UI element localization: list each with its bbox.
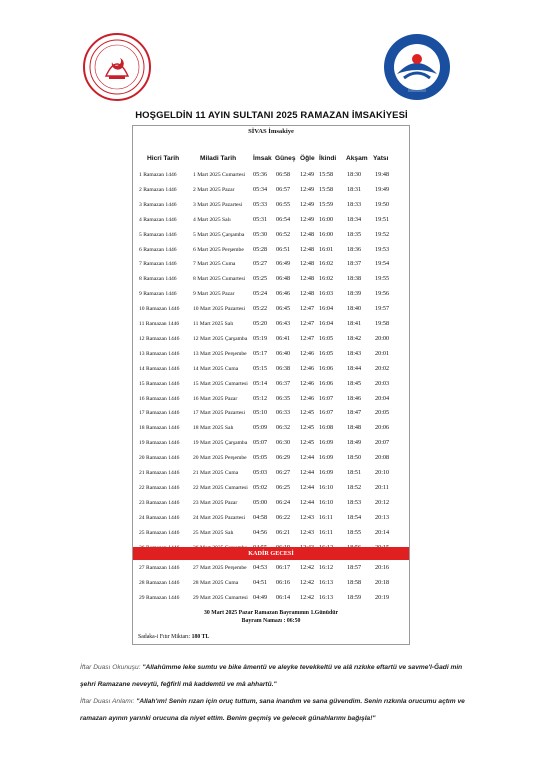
cell-aksam: 18:33 <box>347 200 362 208</box>
cell-imsak: 05:15 <box>253 364 268 372</box>
header-miladi: Miladi Tarih <box>200 155 237 162</box>
cell-yatsi: 19:51 <box>375 215 390 223</box>
table-row <box>133 244 409 256</box>
cell-ikindi: 16:09 <box>319 454 334 462</box>
bayram-line-2: Bayram Namazı : 06:50 <box>241 618 301 624</box>
cell-yatsi: 19:56 <box>375 290 390 298</box>
header-yatsi: Yatsı <box>373 155 389 162</box>
cell-gunes: 06:54 <box>276 215 291 223</box>
cell-aksam: 18:54 <box>347 513 362 521</box>
iftar-prayer <box>80 659 470 693</box>
cell-imsak: 05:36 <box>253 171 268 178</box>
cell-imsak: 04:51 <box>253 578 268 586</box>
cell-miladi: 10 Mart 2025 Pazartesi <box>193 306 246 313</box>
cell-hicri: 3 Ramazan 1446 <box>139 201 177 208</box>
cell-imsak: 05:07 <box>253 439 268 447</box>
cell-ogle: 12:46 <box>300 364 315 372</box>
header-hicri: Hicri Tarih <box>147 155 180 162</box>
cell-aksam: 18:50 <box>347 454 362 462</box>
cell-aksam: 18:31 <box>347 185 362 193</box>
table-row <box>133 378 409 390</box>
iftar-meaning-text: "Allah'ım! Senin rızan için oruç tuttum, sana inandım ve sana güvendim. Senin rızkınla orucumu açtım ve ramazan ayının yarınki orucuna da niyet ettim. Benim geçmiş ve gelecek günahlarımı bağışla!" <box>80 698 465 722</box>
cell-aksam: 18:46 <box>347 394 362 402</box>
cell-ikindi: 15:59 <box>319 200 334 208</box>
header-gunes: Güneş <box>275 155 296 162</box>
table-row <box>133 437 409 449</box>
cell-imsak: 05:09 <box>253 424 268 432</box>
cell-yatsi: 19:50 <box>375 200 390 208</box>
cell-miladi: 15 Mart 2025 Cumartesi <box>193 380 248 387</box>
cell-ikindi: 16:13 <box>319 593 334 601</box>
cell-ogle: 12:44 <box>300 454 315 462</box>
cell-imsak: 05:24 <box>253 290 268 298</box>
cell-miladi: 2 Mart 2025 Pazar <box>193 186 235 193</box>
cell-yatsi: 20:07 <box>375 439 390 447</box>
cell-ikindi: 16:06 <box>319 364 334 372</box>
cell-gunes: 06:25 <box>276 483 291 491</box>
cell-gunes: 06:46 <box>276 290 291 298</box>
table-row <box>133 467 409 479</box>
cell-ogle: 12:47 <box>300 334 315 342</box>
cell-hicri: 15 Ramazan 1446 <box>139 380 180 387</box>
cell-gunes: 06:49 <box>276 260 291 268</box>
cell-aksam: 18:51 <box>347 469 362 476</box>
cell-ogle: 12:42 <box>300 578 315 586</box>
cell-ikindi: 16:05 <box>319 334 334 342</box>
cell-ogle: 12:49 <box>300 200 315 208</box>
cell-hicri: 22 Ramazan 1446 <box>139 484 180 491</box>
cell-gunes: 06:33 <box>276 409 291 417</box>
cell-aksam: 18:58 <box>347 578 362 586</box>
cell-ikindi: 16:06 <box>319 379 334 387</box>
cell-miladi: 27 Mart 2025 Perşembe <box>193 565 247 571</box>
table-row <box>133 452 409 464</box>
cell-gunes: 06:27 <box>276 469 291 476</box>
cell-yatsi: 20:10 <box>375 469 390 476</box>
cell-ikindi: 16:01 <box>319 245 334 253</box>
cell-yatsi: 19:49 <box>375 185 390 193</box>
cell-miladi: 16 Mart 2025 Pazar <box>193 395 238 402</box>
cell-yatsi: 20:00 <box>375 334 390 342</box>
cell-ogle: 12:44 <box>300 469 315 476</box>
table-row <box>133 318 409 330</box>
cell-hicri: 6 Ramazan 1446 <box>139 246 177 253</box>
cell-aksam: 18:52 <box>347 483 362 491</box>
cell-aksam: 18:40 <box>347 305 362 313</box>
cell-gunes: 06:40 <box>276 349 291 357</box>
table-row <box>133 562 409 574</box>
cell-miladi: 20 Mart 2025 Perşembe <box>193 455 247 462</box>
table-row <box>133 229 409 241</box>
cell-ikindi: 16:05 <box>319 349 334 357</box>
cell-ogle: 12:44 <box>300 498 315 506</box>
cell-ikindi: 16:10 <box>319 483 334 491</box>
cell-imsak: 05:34 <box>253 185 268 193</box>
cell-ikindi: 16:07 <box>319 394 334 402</box>
cell-aksam: 18:48 <box>347 424 362 432</box>
cell-hicri: 5 Ramazan 1446 <box>139 231 177 238</box>
cell-ikindi: 16:04 <box>319 305 334 313</box>
sadaka-label: Sadaka-i Fıtır Miktarı: <box>138 634 191 640</box>
cell-hicri: 14 Ramazan 1446 <box>139 365 180 372</box>
cell-gunes: 06:21 <box>276 528 291 536</box>
cell-yatsi: 19:54 <box>375 260 390 268</box>
cell-hicri: 20 Ramazan 1446 <box>139 455 180 462</box>
cell-ikindi: 16:12 <box>319 564 334 571</box>
cell-aksam: 18:37 <box>347 260 362 268</box>
cell-aksam: 18:49 <box>347 439 362 447</box>
cell-imsak: 05:33 <box>253 200 268 208</box>
cell-hicri: 25 Ramazan 1446 <box>139 529 180 536</box>
header-aksam: Akşam <box>346 155 368 162</box>
cell-yatsi: 20:18 <box>375 578 390 586</box>
cell-gunes: 06:43 <box>276 320 291 327</box>
table-row <box>133 303 409 315</box>
cell-gunes: 06:24 <box>276 498 291 506</box>
table-row <box>133 273 409 285</box>
cell-ikindi: 16:02 <box>319 260 334 268</box>
cell-imsak: 05:10 <box>253 409 268 417</box>
cell-ikindi: 16:07 <box>319 409 334 417</box>
cell-hicri: 1 Ramazan 1446 <box>139 172 177 178</box>
cell-ogle: 12:48 <box>300 230 315 238</box>
page-title: HOŞGELDİN 11 AYIN SULTANI 2025 RAMAZAN İMSAKİYESİ <box>135 110 408 121</box>
cell-miladi: 17 Mart 2025 Pazartesi <box>193 410 246 417</box>
bayram-note <box>133 609 409 625</box>
table-subtitle: SİVAS İmsakiye <box>248 128 294 135</box>
iftar-prayers <box>80 659 470 727</box>
cell-ikindi: 16:09 <box>319 469 334 476</box>
cell-aksam: 18:43 <box>347 349 362 357</box>
cell-aksam: 18:30 <box>347 171 362 178</box>
table-row <box>133 407 409 419</box>
cell-aksam: 18:35 <box>347 230 362 238</box>
cell-imsak: 04:53 <box>253 564 268 571</box>
cell-miladi: 6 Mart 2025 Perşembe <box>193 246 244 253</box>
cell-miladi: 11 Mart 2025 Salı <box>193 321 234 327</box>
table-header <box>133 155 409 165</box>
cell-hicri: 29 Ramazan 1446 <box>139 594 180 601</box>
iftar-meaning <box>80 693 470 727</box>
table-row <box>133 592 409 604</box>
cell-imsak: 04:56 <box>253 528 268 536</box>
cell-miladi: 14 Mart 2025 Cuma <box>193 365 239 372</box>
cell-yatsi: 20:03 <box>375 379 390 387</box>
cell-yatsi: 19:48 <box>375 171 390 178</box>
cell-miladi: 8 Mart 2025 Cumartesi <box>193 276 246 283</box>
cell-ikindi: 16:00 <box>319 215 334 223</box>
cell-yatsi: 20:13 <box>375 513 390 521</box>
cell-aksam: 18:41 <box>347 320 362 327</box>
cell-ogle: 12:42 <box>300 593 315 601</box>
cell-ikindi: 16:13 <box>319 578 334 586</box>
bayram-line-1: 30 Mart 2025 Pazar Ramazan Bayramının 1.Günüdür <box>203 610 339 616</box>
cell-aksam: 18:39 <box>347 290 362 298</box>
cell-hicri: 23 Ramazan 1446 <box>139 499 180 506</box>
cell-yatsi: 20:01 <box>375 349 390 357</box>
table-row <box>133 184 409 196</box>
cell-yatsi: 20:16 <box>375 564 390 571</box>
cell-imsak: 05:20 <box>253 320 268 327</box>
cell-aksam: 18:47 <box>347 409 362 417</box>
cell-gunes: 06:29 <box>276 454 291 462</box>
cell-ogle: 12:48 <box>300 275 315 283</box>
cell-aksam: 18:36 <box>347 245 362 253</box>
table-row <box>133 527 409 539</box>
cell-ikindi: 16:10 <box>319 498 334 506</box>
cell-ogle: 12:46 <box>300 394 315 402</box>
kadir-gecesi-banner: KADİR GECESİ <box>133 547 409 560</box>
table-row <box>133 333 409 345</box>
cell-hicri: 24 Ramazan 1446 <box>139 514 180 521</box>
cell-gunes: 06:41 <box>276 334 291 342</box>
cell-imsak: 04:49 <box>253 593 268 601</box>
cell-aksam: 18:34 <box>347 215 362 223</box>
cell-hicri: 8 Ramazan 1446 <box>139 276 177 283</box>
cell-ikindi: 16:00 <box>319 230 334 238</box>
cell-aksam: 18:45 <box>347 379 362 387</box>
cell-imsak: 05:30 <box>253 230 268 238</box>
table-row <box>133 482 409 494</box>
cell-hicri: 16 Ramazan 1446 <box>139 395 180 402</box>
cell-ogle: 12:43 <box>300 528 315 536</box>
cell-yatsi: 20:05 <box>375 409 390 417</box>
cell-aksam: 18:57 <box>347 564 362 571</box>
cell-miladi: 24 Mart 2025 Pazartesi <box>193 514 246 521</box>
cell-imsak: 05:17 <box>253 349 268 357</box>
cell-yatsi: 19:55 <box>375 275 390 283</box>
cell-ikindi: 16:03 <box>319 290 334 298</box>
header-ikindi: İkindi <box>319 155 337 162</box>
cell-yatsi: 20:04 <box>375 394 390 402</box>
cell-ikindi: 16:08 <box>319 424 334 432</box>
cell-ogle: 12:48 <box>300 245 315 253</box>
table-row <box>133 214 409 226</box>
table-row <box>133 258 409 270</box>
meb-emblem-icon <box>82 32 152 102</box>
cell-miladi: 13 Mart 2025 Perşembe <box>193 350 247 357</box>
table-row <box>133 363 409 375</box>
cell-imsak: 05:03 <box>253 469 268 476</box>
cell-miladi: 4 Mart 2025 Salı <box>193 216 231 223</box>
cell-aksam: 18:44 <box>347 364 362 372</box>
cell-miladi: 23 Mart 2025 Pazar <box>193 499 238 506</box>
cell-miladi: 1 Mart 2025 Cumartesi <box>193 172 246 178</box>
cell-aksam: 18:38 <box>347 275 362 283</box>
cell-imsak: 05:22 <box>253 305 268 313</box>
cell-ogle: 12:49 <box>300 185 315 193</box>
cell-miladi: 9 Mart 2025 Pazar <box>193 291 235 298</box>
table-row <box>133 348 409 360</box>
cell-imsak: 05:05 <box>253 454 268 462</box>
cell-gunes: 06:22 <box>276 513 291 521</box>
table-row <box>133 422 409 434</box>
school-emblem-icon <box>382 32 452 102</box>
table-row <box>133 577 409 589</box>
cell-imsak: 05:00 <box>253 498 268 506</box>
cell-ogle: 12:44 <box>300 483 315 491</box>
iftar-prayer-label: İftar Duası Okunuşu: <box>80 664 141 671</box>
cell-gunes: 06:58 <box>276 171 291 178</box>
imsakiye-table <box>132 125 410 645</box>
cell-imsak: 05:31 <box>253 215 268 223</box>
cell-hicri: 19 Ramazan 1446 <box>139 440 180 447</box>
cell-ogle: 12:47 <box>300 305 315 313</box>
cell-gunes: 06:55 <box>276 200 291 208</box>
cell-gunes: 06:30 <box>276 439 291 447</box>
cell-gunes: 06:16 <box>276 578 291 586</box>
cell-gunes: 06:38 <box>276 364 291 372</box>
cell-aksam: 18:59 <box>347 593 362 601</box>
cell-ogle: 12:49 <box>300 171 315 178</box>
cell-imsak: 05:12 <box>253 394 268 402</box>
cell-yatsi: 20:14 <box>375 528 390 536</box>
cell-ogle: 12:43 <box>300 513 315 521</box>
cell-gunes: 06:51 <box>276 245 291 253</box>
table-row <box>133 288 409 300</box>
table-row <box>133 169 409 181</box>
cell-imsak: 05:25 <box>253 275 268 283</box>
cell-ikindi: 16:02 <box>319 275 334 283</box>
cell-yatsi: 20:06 <box>375 424 390 432</box>
cell-yatsi: 20:02 <box>375 364 390 372</box>
cell-imsak: 05:19 <box>253 334 268 342</box>
cell-yatsi: 20:08 <box>375 454 390 462</box>
cell-ogle: 12:47 <box>300 320 315 327</box>
header-ogle: Öğle <box>300 155 315 162</box>
cell-imsak: 05:27 <box>253 260 268 268</box>
cell-imsak: 04:58 <box>253 513 268 521</box>
cell-hicri: 4 Ramazan 1446 <box>139 216 177 223</box>
cell-miladi: 22 Mart 2025 Cumartesi <box>193 484 248 491</box>
cell-ikindi: 16:09 <box>319 439 334 447</box>
cell-miladi: 28 Mart 2025 Cuma <box>193 579 239 586</box>
cell-aksam: 18:55 <box>347 528 362 536</box>
cell-miladi: 29 Mart 2025 Cumartesi <box>193 594 248 601</box>
cell-yatsi: 19:53 <box>375 245 390 253</box>
cell-miladi: 18 Mart 2025 Salı <box>193 425 234 432</box>
cell-miladi: 7 Mart 2025 Cuma <box>193 261 236 268</box>
cell-gunes: 06:17 <box>276 564 291 571</box>
cell-gunes: 06:45 <box>276 305 291 313</box>
cell-hicri: 17 Ramazan 1446 <box>139 410 180 417</box>
sadaka-line <box>138 634 209 640</box>
cell-ogle: 12:45 <box>300 409 315 417</box>
cell-hicri: 18 Ramazan 1446 <box>139 425 180 432</box>
cell-imsak: 05:28 <box>253 245 268 253</box>
cell-imsak: 05:14 <box>253 379 268 387</box>
cell-ogle: 12:48 <box>300 260 315 268</box>
table-row <box>133 393 409 405</box>
cell-aksam: 18:42 <box>347 334 362 342</box>
cell-gunes: 06:32 <box>276 424 291 432</box>
cell-miladi: 19 Mart 2025 Çarşamba <box>193 440 248 447</box>
header-imsak: İmsak <box>253 155 272 162</box>
cell-ogle: 12:49 <box>300 215 315 223</box>
iftar-meaning-label: İftar Duası Anlamı: <box>80 698 135 705</box>
cell-ogle: 12:46 <box>300 379 315 387</box>
cell-hicri: 21 Ramazan 1446 <box>139 470 180 476</box>
iftar-prayer-text: "Allahümme leke sumtu ve bike âmentü ve aleyke tevekkeltü ve alâ rızkıke eftartü ve savme'l-Ğadi min şehri Ramazane neveytü, feğfirli mâ kaddemtü ve mâ ahhartü." <box>80 664 463 688</box>
cell-hicri: 11 Ramazan 1446 <box>139 321 180 327</box>
cell-ogle: 12:45 <box>300 424 315 432</box>
cell-miladi: 12 Mart 2025 Çarşamba <box>193 335 248 342</box>
cell-miladi: 25 Mart 2025 Salı <box>193 529 234 536</box>
cell-yatsi: 19:58 <box>375 320 390 327</box>
cell-hicri: 28 Ramazan 1446 <box>139 579 180 586</box>
cell-yatsi: 19:57 <box>375 305 390 313</box>
cell-hicri: 12 Ramazan 1446 <box>139 335 180 342</box>
cell-yatsi: 19:52 <box>375 230 390 238</box>
cell-hicri: 13 Ramazan 1446 <box>139 350 180 357</box>
cell-aksam: 18:53 <box>347 498 362 506</box>
cell-hicri: 9 Ramazan 1446 <box>139 291 177 298</box>
cell-ikindi: 16:04 <box>319 320 334 327</box>
table-row <box>133 512 409 524</box>
cell-yatsi: 20:19 <box>375 593 390 601</box>
cell-hicri: 10 Ramazan 1446 <box>139 306 180 313</box>
cell-miladi: 3 Mart 2025 Pazartesi <box>193 201 243 208</box>
cell-hicri: 2 Ramazan 1446 <box>139 186 177 193</box>
cell-gunes: 06:52 <box>276 230 291 238</box>
cell-gunes: 06:57 <box>276 185 291 193</box>
cell-hicri: 27 Ramazan 1446 <box>139 565 180 571</box>
table-row <box>133 199 409 211</box>
cell-ogle: 12:42 <box>300 564 315 571</box>
cell-ikindi: 16:11 <box>319 528 333 536</box>
cell-gunes: 06:48 <box>276 275 291 283</box>
cell-gunes: 06:37 <box>276 379 291 387</box>
cell-imsak: 05:02 <box>253 483 268 491</box>
cell-ogle: 12:45 <box>300 439 315 447</box>
cell-ikindi: 15:58 <box>319 171 334 178</box>
sadaka-value: 180 TL <box>191 634 210 640</box>
cell-gunes: 06:35 <box>276 394 291 402</box>
table-row <box>133 497 409 509</box>
cell-hicri: 7 Ramazan 1446 <box>139 261 177 268</box>
cell-miladi: 21 Mart 2025 Cuma <box>193 470 239 476</box>
cell-yatsi: 20:11 <box>375 483 389 491</box>
cell-ogle: 12:46 <box>300 349 315 357</box>
cell-miladi: 5 Mart 2025 Çarşamba <box>193 231 245 238</box>
cell-ogle: 12:48 <box>300 290 315 298</box>
cell-ikindi: 15:58 <box>319 185 334 193</box>
cell-gunes: 06:14 <box>276 593 291 601</box>
cell-yatsi: 20:12 <box>375 498 390 506</box>
cell-ikindi: 16:11 <box>319 513 333 521</box>
